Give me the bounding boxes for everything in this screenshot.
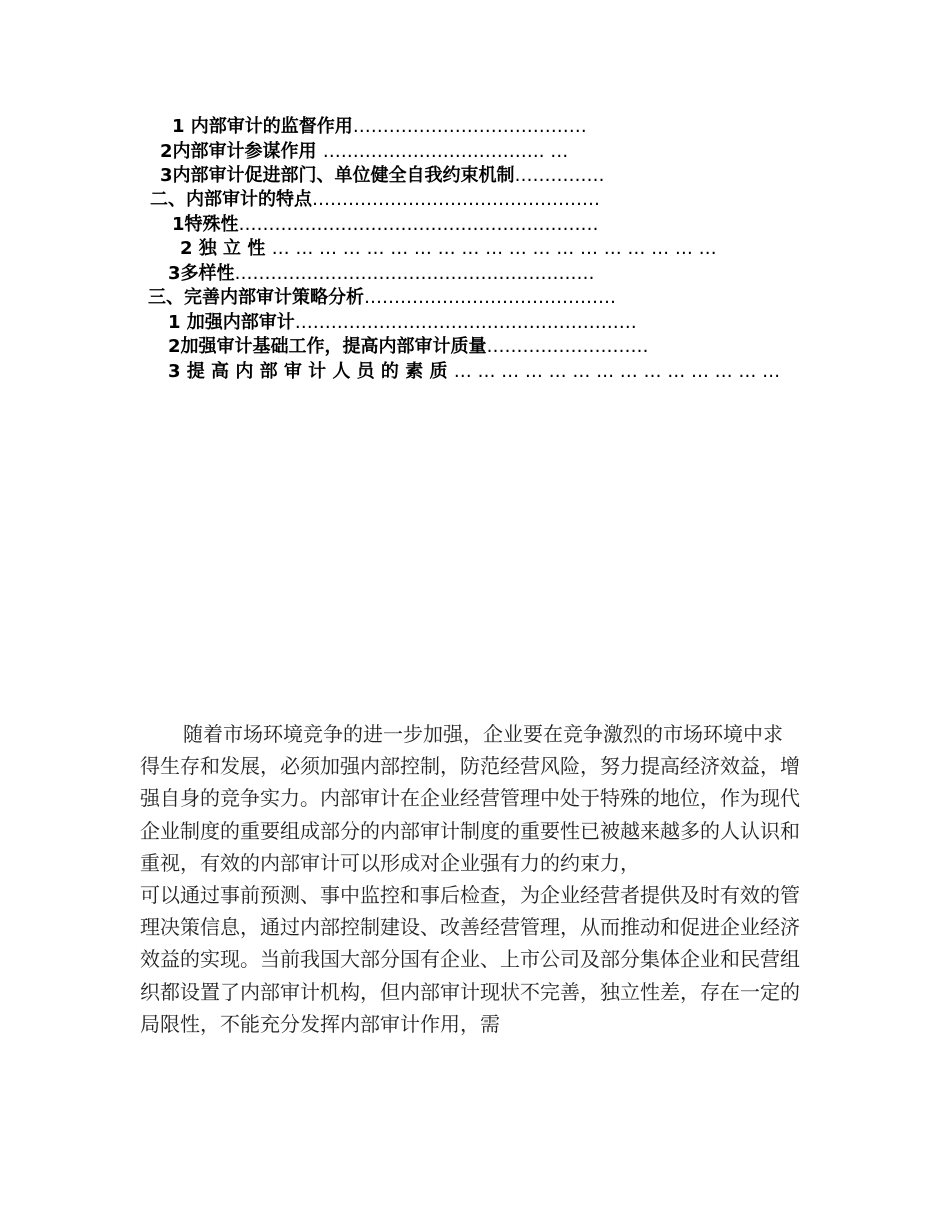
toc-leader-dots: …………………………………………………… (238, 214, 599, 235)
toc-entry-title: 二、内部审计的特点 (150, 189, 312, 210)
toc-entry (168, 311, 637, 335)
toc-entry (148, 286, 616, 310)
toc-entry-title: 2加强审计基础工作，提高内部审计质量 (168, 336, 487, 357)
toc-leader-dots: ………………………………………… (312, 189, 600, 210)
toc-entry (172, 213, 599, 237)
toc-entry-title: 2 独 立 性 (180, 238, 272, 259)
toc-leader-dots: … … … … … … … … … … … … … … … … … … … (271, 238, 717, 259)
toc-leader-dots: ………………………………. … (322, 141, 569, 162)
toc-leader-dots: … … … … … … … … … … … … … … (453, 361, 781, 382)
toc-leader-dots: …………………………………………………… (234, 263, 595, 284)
toc-entry (180, 237, 717, 261)
toc-leader-dots: ………………………………… (352, 116, 587, 137)
body-paragraph: 可以通过事前预测、事中监控和事后检查，为企业经营者提供及时有效的管理决策信息，通过内部控制建设、改善经营管理，从而推动和促进企业经济效益的实现。当前我国大部分国有企业、上市公司及部分集体企业和民营组织都设置了内部审计机构，但内部审计现状不完善，独立性差，存在一定的局限性，不能充分发挥内部审计作用，需 (140, 883, 800, 1036)
toc-entry (150, 188, 600, 212)
toc-leader-dots: …………… (514, 165, 605, 186)
body-text (140, 718, 800, 1040)
toc-entry (168, 360, 780, 384)
toc-entry-title: 2内部审计参谋作用 (160, 141, 323, 162)
toc-entry (172, 115, 587, 139)
toc-entry-title: 3多样性 (168, 263, 235, 284)
toc-entry-title: 3 提 高 内 部 审 计 人 员 的 素 质 (168, 361, 454, 382)
toc-entry (160, 140, 568, 164)
toc-entry (168, 262, 595, 286)
toc-entry-title: 1特殊性 (172, 214, 239, 235)
toc-leader-dots: …………………………………… (364, 287, 616, 308)
toc-entry-title: 三、完善内部审计策略分析 (148, 287, 364, 308)
toc-entry-title: 1 加强内部审计 (168, 312, 295, 333)
toc-entry-title: 1 内部审计的监督作用 (172, 116, 353, 137)
toc-leader-dots: ……………………… (486, 336, 649, 357)
body-paragraph: 随着市场环境竞争的进一步加强，企业要在竞争激烈的市场环境中求得生存和发展，必须加强内部控制，防范经营风险，努力提高经济效益，增强自身的竞争实力。内部审计在企业经营管理中处于特殊的地位，作为现代企业制度的重要组成部分的内部审计制度的重要性已被越来越多的人认识和重视，有效的内部审计可以形成对企业强有力的约束力， (140, 722, 800, 875)
toc-entry (168, 335, 649, 359)
toc-entry-title: 3内部审计促进部门、单位健全自我约束机制 (160, 165, 515, 186)
toc-entry (160, 164, 605, 188)
toc-leader-dots: ………………………………………………… (294, 312, 637, 333)
